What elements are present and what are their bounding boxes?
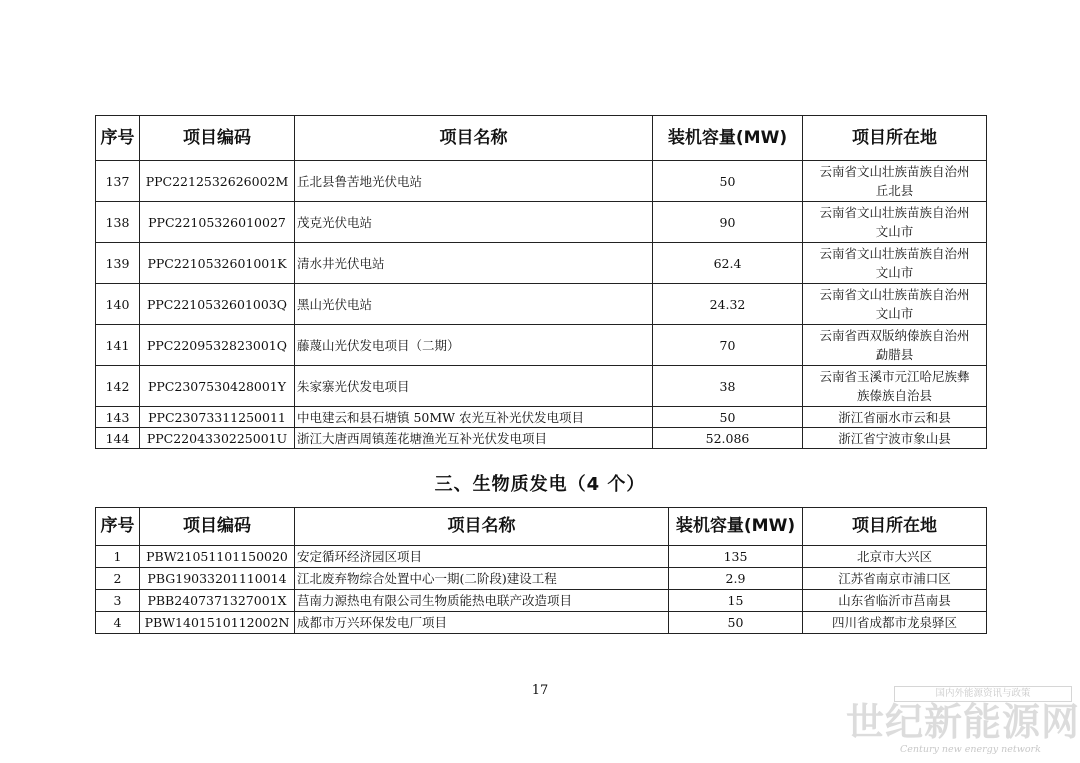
- row-location: [803, 366, 987, 407]
- row-location: [803, 243, 987, 284]
- row-capacity: 15: [669, 590, 803, 612]
- row-name: 黑山光伏电站: [295, 284, 653, 325]
- location-line-2: 文山市: [875, 306, 914, 321]
- row-name: 清水井光伏电站: [295, 243, 653, 284]
- table-header-row: [96, 508, 987, 546]
- table-row: [96, 243, 987, 284]
- section-heading: 三、生物质发电（4 个）: [434, 474, 646, 495]
- header-capacity: 装机容量(MW): [669, 508, 803, 546]
- row-seq: 144: [96, 428, 140, 449]
- table-header-row: [96, 116, 987, 161]
- row-name: 浙江大唐西周镇莲花塘渔光互补光伏发电项目: [295, 428, 653, 449]
- row-code: PBW21051101150020: [140, 546, 295, 568]
- row-name: 丘北县鲁苦地光伏电站: [295, 161, 653, 202]
- row-code: PPC23073311250011: [140, 407, 295, 428]
- row-code: PPC2307530428001Y: [140, 366, 295, 407]
- location-line-1: 云南省西双版纳傣族自治州: [819, 328, 970, 343]
- row-code: PBW1401510112002N: [140, 612, 295, 634]
- header-capacity: 装机容量(MW): [653, 116, 803, 161]
- row-code: PPC2210532601001K: [140, 243, 295, 284]
- header-name: 项目名称: [295, 116, 653, 161]
- location-line-1: 云南省文山壮族苗族自治州: [819, 246, 970, 261]
- watermark-english: Century new energy network: [900, 744, 1041, 755]
- header-name: 项目名称: [295, 508, 669, 546]
- header-location: 项目所在地: [803, 508, 987, 546]
- row-code: PPC2212532626002M: [140, 161, 295, 202]
- row-name: 莒南力源热电有限公司生物质能热电联产改造项目: [295, 590, 669, 612]
- location-line-2: 族傣族自治县: [856, 388, 932, 403]
- table-row: [96, 325, 987, 366]
- row-capacity: 50: [653, 407, 803, 428]
- row-seq: 4: [96, 612, 140, 634]
- row-seq: 138: [96, 202, 140, 243]
- row-capacity: 38: [653, 366, 803, 407]
- row-capacity: 50: [669, 612, 803, 634]
- row-code: PBG19033201110014: [140, 568, 295, 590]
- row-location: 北京市大兴区: [803, 546, 987, 568]
- row-capacity: 52.086: [653, 428, 803, 449]
- table-row: [96, 612, 987, 634]
- table-row: [96, 366, 987, 407]
- solar-projects-table: [95, 115, 987, 449]
- row-capacity: 90: [653, 202, 803, 243]
- row-capacity: 70: [653, 325, 803, 366]
- table-row: [96, 568, 987, 590]
- row-capacity: 50: [653, 161, 803, 202]
- row-code: PPC2209532823001Q: [140, 325, 295, 366]
- row-location: 江苏省南京市浦口区: [803, 568, 987, 590]
- table-row: [96, 428, 987, 449]
- row-capacity: 2.9: [669, 568, 803, 590]
- row-seq: 139: [96, 243, 140, 284]
- watermark-tagline: 国内外能源资讯与政策: [894, 686, 1072, 702]
- row-seq: 3: [96, 590, 140, 612]
- row-name: 成都市万兴环保发电厂项目: [295, 612, 669, 634]
- location-line-1: 云南省文山壮族苗族自治州: [819, 287, 970, 302]
- row-location: [803, 202, 987, 243]
- row-location: [803, 325, 987, 366]
- row-name: 中电建云和县石塘镇 50MW 农光互补光伏发电项目: [295, 407, 653, 428]
- row-location: [803, 161, 987, 202]
- header-seq: 序号: [96, 116, 140, 161]
- row-name: 朱家寨光伏发电项目: [295, 366, 653, 407]
- row-seq: 141: [96, 325, 140, 366]
- row-capacity: 62.4: [653, 243, 803, 284]
- location-line-2: 文山市: [875, 265, 914, 280]
- row-location: 浙江省丽水市云和县: [803, 407, 987, 428]
- table-row: [96, 202, 987, 243]
- row-seq: 143: [96, 407, 140, 428]
- location-line-2: 文山市: [875, 224, 914, 239]
- row-seq: 142: [96, 366, 140, 407]
- row-location: 山东省临沂市莒南县: [803, 590, 987, 612]
- header-code: 项目编码: [140, 116, 295, 161]
- row-capacity: 135: [669, 546, 803, 568]
- row-seq: 1: [96, 546, 140, 568]
- table-row: [96, 284, 987, 325]
- header-seq: 序号: [96, 508, 140, 546]
- location-line-2: 勐腊县: [875, 347, 914, 362]
- location-line-1: 云南省玉溪市元江哈尼族彝: [819, 369, 970, 384]
- biomass-projects-table: [95, 507, 987, 634]
- row-code: PBB2407371327001X: [140, 590, 295, 612]
- row-seq: 140: [96, 284, 140, 325]
- watermark-name: 世纪新能源网: [846, 700, 1080, 744]
- row-location: 浙江省宁波市象山县: [803, 428, 987, 449]
- row-code: PPC2204330225001U: [140, 428, 295, 449]
- row-location: [803, 284, 987, 325]
- row-name: 江北废弃物综合处置中心一期(二阶段)建设工程: [295, 568, 669, 590]
- row-name: 藤蔑山光伏发电项目（二期）: [295, 325, 653, 366]
- watermark-logo: [842, 686, 1080, 758]
- row-location: 四川省成都市龙泉驿区: [803, 612, 987, 634]
- location-line-2: 丘北县: [875, 183, 914, 198]
- header-location: 项目所在地: [803, 116, 987, 161]
- table-row: [96, 546, 987, 568]
- row-capacity: 24.32: [653, 284, 803, 325]
- table-row: [96, 590, 987, 612]
- row-code: PPC22105326010027: [140, 202, 295, 243]
- row-code: PPC2210532601003Q: [140, 284, 295, 325]
- row-seq: 137: [96, 161, 140, 202]
- table-row: [96, 407, 987, 428]
- location-line-1: 云南省文山壮族苗族自治州: [819, 205, 970, 220]
- row-seq: 2: [96, 568, 140, 590]
- row-name: 安定循环经济园区项目: [295, 546, 669, 568]
- row-name: 茂克光伏电站: [295, 202, 653, 243]
- header-code: 项目编码: [140, 508, 295, 546]
- location-line-1: 云南省文山壮族苗族自治州: [819, 164, 970, 179]
- page-number: 17: [531, 683, 549, 698]
- table-row: [96, 161, 987, 202]
